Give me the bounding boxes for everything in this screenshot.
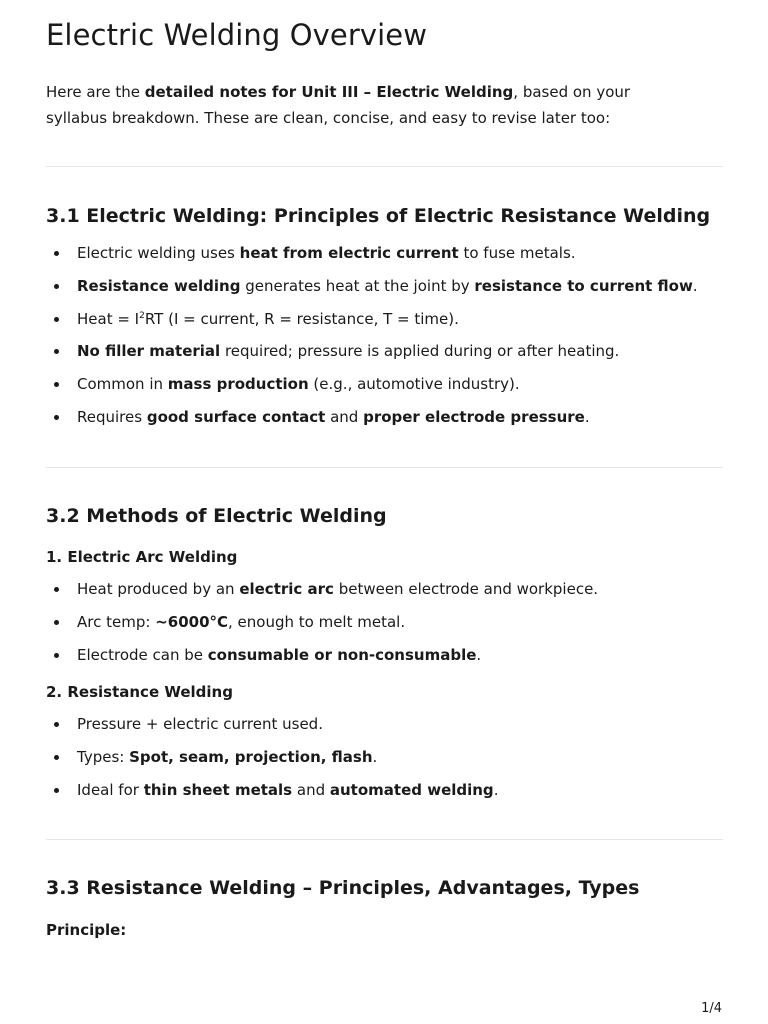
item-bold: ~6000°C [155, 612, 229, 631]
section-heading-3-2: 3.2 Methods of Electric Welding [46, 505, 387, 527]
list-item [46, 611, 723, 644]
item-text: generates heat at the joint by [240, 276, 475, 295]
item-text: Ideal for [77, 780, 144, 799]
list-item [46, 713, 723, 746]
intro-bold: detailed notes for Unit III – Electric Welding [144, 83, 514, 101]
superscript: 2 [139, 310, 145, 321]
divider [46, 467, 723, 468]
list-item [46, 275, 723, 308]
intro-text: , based on your syllabus breakdown. These are clean, concise, and easy to revise later too: [46, 83, 631, 127]
item-text: RT (I = current, R = resistance, T = time). [144, 309, 459, 328]
item-bold: mass production [167, 375, 309, 394]
bullet-icon [54, 382, 59, 387]
bullet-icon [54, 653, 59, 658]
item-bold: consumable or non-consumable [207, 645, 477, 664]
bullet-icon [54, 251, 59, 256]
bullet-icon [54, 620, 59, 625]
divider [46, 839, 723, 840]
bullet-icon [54, 722, 59, 727]
item-bold: good surface contact [146, 407, 326, 426]
item-text: . [493, 780, 499, 799]
item-text: Electric welding uses [77, 244, 240, 262]
item-text: Common in [77, 375, 168, 394]
bullet-icon [54, 317, 59, 322]
list-item [46, 746, 723, 779]
item-text: Pressure + electric current used. [77, 715, 323, 733]
bullet-icon [54, 284, 59, 289]
item-text: Requires [77, 407, 147, 426]
item-bold: heat from electric current [239, 244, 459, 262]
list-item [46, 578, 723, 611]
bullet-list-3-1 [46, 242, 723, 439]
divider [46, 166, 723, 167]
page-number: 1/4 [701, 1001, 722, 1016]
item-text: to fuse metals. [458, 244, 576, 262]
item-text: and [325, 407, 364, 426]
list-item [46, 340, 723, 373]
section-heading-3-3: 3.3 Resistance Welding – Principles, Advantages, Types [46, 877, 640, 899]
item-text: , enough to melt metal. [228, 612, 406, 631]
list-item [46, 644, 723, 677]
subheading-arc-welding: 1. Electric Arc Welding [46, 548, 238, 566]
item-text: Heat = I [77, 309, 140, 328]
item-bold: No filler material [77, 342, 221, 361]
bullet-list-arc-welding [46, 578, 723, 676]
list-item [46, 406, 723, 439]
list-item [46, 779, 723, 812]
item-text: . [692, 276, 698, 295]
page-title: Electric Welding Overview [46, 18, 428, 52]
item-text: Types: [77, 747, 130, 766]
intro-paragraph [46, 79, 686, 131]
bullet-icon [54, 349, 59, 354]
item-text: Arc temp: [77, 612, 156, 631]
list-item [46, 242, 723, 275]
item-bold: resistance to current flow [474, 276, 693, 295]
item-bold: Resistance welding [77, 276, 241, 295]
item-text: . [476, 645, 482, 664]
item-text: required; pressure is applied during or after heating. [220, 342, 620, 361]
item-bold: Spot, seam, projection, flash [129, 747, 373, 766]
item-text: Heat produced by an [77, 580, 240, 598]
bullet-icon [54, 415, 59, 420]
item-bold: thin sheet metals [143, 780, 293, 799]
subheading-resistance-welding: 2. Resistance Welding [46, 683, 233, 701]
list-item [46, 308, 723, 341]
item-text: . [372, 747, 378, 766]
item-text: . [584, 407, 590, 426]
intro-text: Here are the [46, 83, 145, 101]
bullet-icon [54, 755, 59, 760]
bullet-list-resistance-welding [46, 713, 723, 811]
item-bold: electric arc [239, 580, 334, 598]
section-heading-3-1: 3.1 Electric Welding: Principles of Electric Resistance Welding [46, 205, 711, 227]
item-text: (e.g., automotive industry). [308, 375, 520, 394]
item-text: and [292, 780, 330, 799]
item-text: Electrode can be [77, 645, 208, 664]
item-bold: automated welding [329, 780, 494, 799]
list-item [46, 373, 723, 406]
item-text: between electrode and workpiece. [333, 580, 599, 598]
bullet-icon [54, 587, 59, 592]
bullet-icon [54, 788, 59, 793]
item-bold: proper electrode pressure [363, 407, 585, 426]
principle-label: Principle: [46, 921, 127, 939]
